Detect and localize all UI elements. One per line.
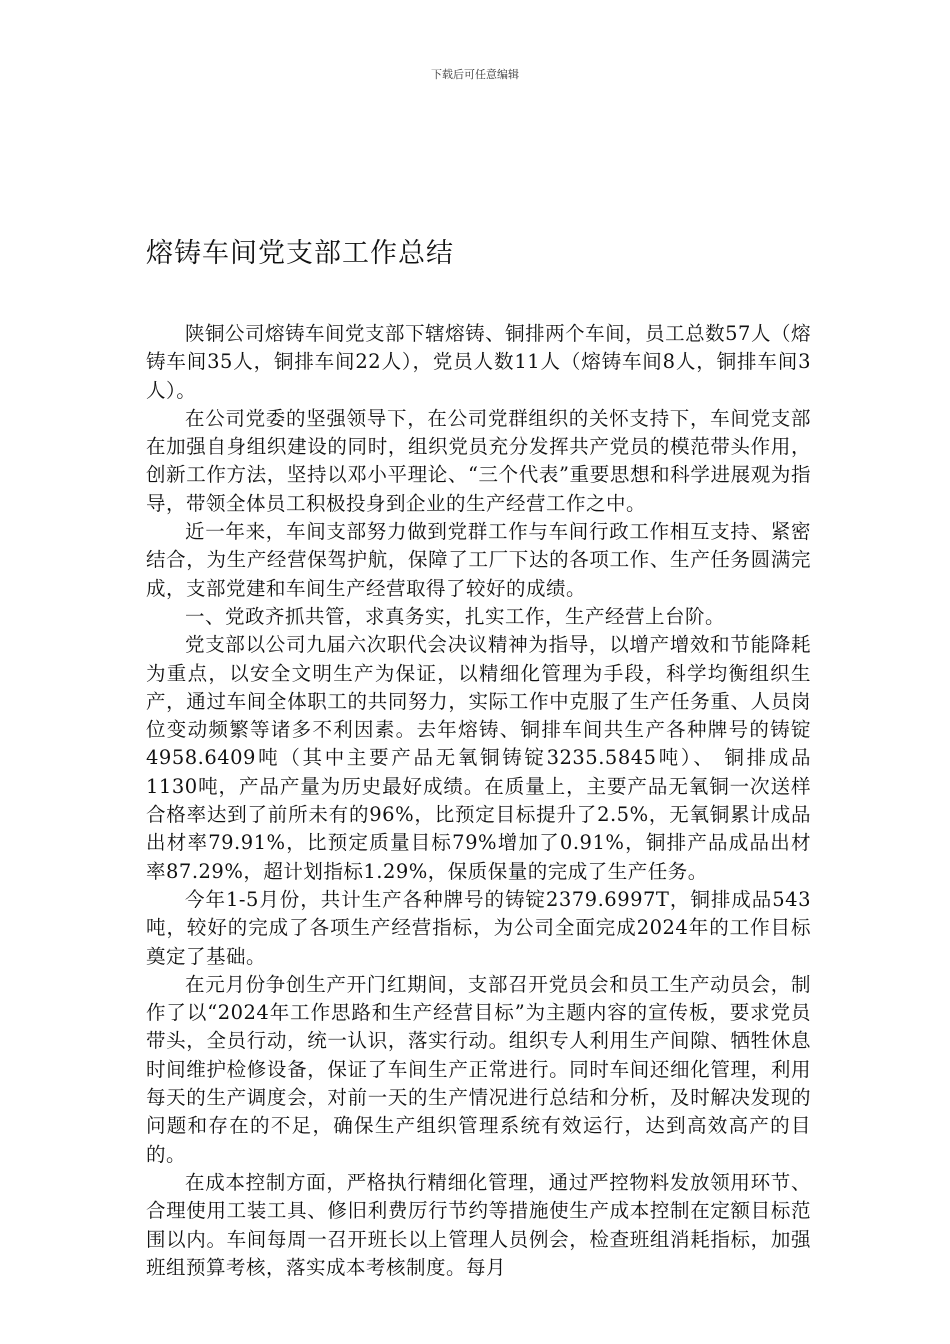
- paragraph-year-summary: 近一年来，车间支部努力做到党群工作与车间行政工作相互支持、紧密结合，为生产经营保驾护航，保障了工厂下达的各项工作、生产任务圆满完成，支部党建和车间生产经营取得了较好的成绩。: [146, 520, 811, 600]
- paragraph-leadership: 在公司党委的坚强领导下，在公司党群组织的关怀支持下，车间党支部在加强自身组织建设的同时，组织党员充分发挥共产党员的模范带头作用，创新工作方法，坚持以邓小平理论、“三个代表”重要思想和科学进展观为指导，带领全体员工积极投身到企业的生产经营工作之中。: [146, 406, 811, 515]
- paragraph-intro: 陕铜公司熔铸车间党支部下辖熔铸、铜排两个车间，员工总数57人（熔铸车间35人，铜排车间22人），党员人数11人（熔铸车间8人，铜排车间3人）。: [146, 322, 811, 402]
- paragraph-jan-may: 今年1-5月份，共计生产各种牌号的铸锭2379.6997T，铜排成品543吨，较好的完成了各项生产经营指标，为公司全面完成2024年的工作目标奠定了基础。: [146, 887, 811, 968]
- document-title: 熔铸车间党支部工作总结: [146, 238, 454, 269]
- paragraph-january: 在元月份争创生产开门红期间，支部召开党员会和员工生产动员会，制作了以“2024年工作思路和生产经营目标”为主题内容的宣传板，要求党员带头，全员行动，统一认识，落实行动。组织专人利用生产间隙、牺牲休息时间维护检修设备，保证了车间生产正常进行。同时车间还细化管理，利用每天的生产调度会，对前一天的生产情况进行总结和分析，及时解决发现的问题和存在的不足，确保生产组织管理系统有效运行，达到高效高产的目的。: [146, 972, 811, 1166]
- header-note: 下载后可任意编辑: [431, 68, 519, 81]
- document-body: [146, 320, 811, 1282]
- paragraph-production: 党支部以公司九届六次职代会决议精神为指导，以增产增效和节能降耗为重点，以安全文明生产为保证，以精细化管理为手段，科学均衡组织生产，通过车间全体职工的共同努力，实际工作中克服了生产任务重、人员岗位变动频繁等诸多不利因素。去年熔铸、铜排车间共生产各种牌号的铸锭4958.6409吨（其中主要产品无氧铜铸锭3235.5845吨）、 铜排成品1130吨，产品产量为历史最好成绩。在质量上，主要产品无氧铜一次送样合格率达到了前所未有的96%，比预定目标提升了2.5%，无氧铜累计成品出材率79.91%，比预定质量目标79%增加了0.91%，铜排产品成品出材率87.29%，超计划指标1.29%，保质保量的完成了生产任务。: [146, 633, 811, 883]
- paragraph-cost-control: 在成本控制方面，严格执行精细化管理，通过严控物料发放领用环节、合理使用工装工具、修旧利费厉行节约等措施使生产成本控制在定额目标范围以内。车间每周一召开班长以上管理人员例会，检查班组消耗指标，加强班组预算考核，落实成本考核制度。每月: [146, 1170, 811, 1279]
- section-heading-1: 一、党政齐抓共管，求真务实，扎实工作，生产经营上台阶。: [185, 604, 726, 628]
